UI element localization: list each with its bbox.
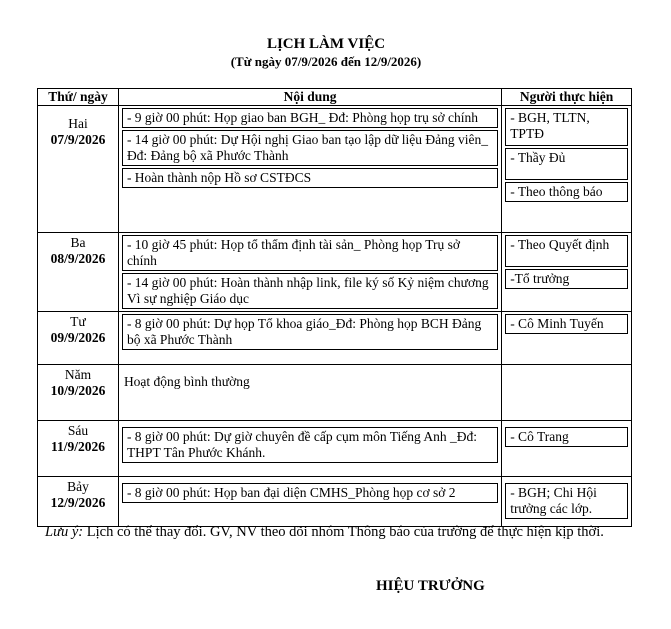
table-row [38, 421, 632, 477]
day-date: 09/9/2026 [50, 330, 106, 345]
content-plain: Hoạt động bình thường [123, 374, 250, 389]
people-item: - Cô Minh Tuyến [505, 314, 628, 334]
people-item: - BGH; Chi Hội trưởng các lớp. [505, 483, 628, 519]
content-item: - 14 giờ 00 phút: Hoàn thành nhập link, file ký số Kỷ niệm chương Vì sự nghiệp Giáo dục [122, 273, 498, 309]
people-item: -Tổ trưởng [505, 269, 628, 289]
table-header-row [38, 89, 632, 106]
content-item: - 8 giờ 00 phút: Dự họp Tổ khoa giáo_Đđ: Phòng họp BCH Đảng bộ xã Phước Thành [122, 314, 498, 350]
date-range-subtitle: (Từ ngày 07/9/2026 đến 12/9/2026) [230, 54, 422, 69]
day-name: Bảy [67, 479, 89, 494]
day-date: 12/9/2026 [50, 495, 106, 510]
people-item: - Theo thông báo [505, 182, 628, 202]
table-row [38, 365, 632, 421]
header-content: Nội dung [118, 89, 501, 106]
content-item: - 9 giờ 00 phút: Họp giao ban BGH_ Đđ: Phòng họp trụ sở chính [122, 108, 498, 128]
people-cell [502, 233, 632, 312]
note-label: Lưu ý: [45, 524, 84, 540]
content-item: - 8 giờ 00 phút: Họp ban đại diện CMHS_Phòng họp cơ sở 2 [122, 483, 498, 503]
content-cell [118, 421, 501, 477]
day-date: 10/9/2026 [50, 383, 106, 398]
content-item: - 10 giờ 45 phút: Họp tổ thẩm định tài sản_ Phòng họp Trụ sở chính [122, 235, 498, 271]
content-cell [118, 365, 501, 421]
people-item: - Theo Quyết định [505, 235, 628, 267]
people-item: - BGH, TLTN, TPTĐ [505, 108, 628, 146]
table-row [38, 233, 632, 312]
day-cell [38, 421, 119, 477]
content-cell [118, 106, 501, 233]
day-name: Ba [70, 235, 86, 250]
day-name: Sáu [67, 423, 89, 438]
people-item: - Cô Trang [505, 427, 628, 447]
people-cell [502, 477, 632, 527]
content-item: - 8 giờ 00 phút: Dự giờ chuyên đề cấp cụm môn Tiếng Anh _Đđ: THPT Tân Phước Khánh. [122, 427, 498, 463]
day-cell [38, 106, 119, 233]
day-cell [38, 365, 119, 421]
table-row [38, 312, 632, 365]
content-cell [118, 312, 501, 365]
people-cell [502, 106, 632, 233]
day-cell [38, 477, 119, 527]
note-text: Lịch có thể thay đổi. GV, NV theo dõi nhóm Thông báo của trường để thực hiện kịp thời. [83, 524, 604, 540]
day-name: Hai [68, 116, 88, 131]
day-date: 08/9/2026 [50, 251, 106, 266]
table-row [38, 106, 632, 233]
content-item: - Hoàn thành nộp Hồ sơ CSTĐCS [122, 168, 498, 188]
header-day: Thứ/ ngày [38, 89, 119, 106]
content-cell [118, 477, 501, 527]
schedule-table [37, 88, 632, 527]
signer-title: HIỆU TRƯỞNG [376, 578, 485, 594]
people-cell [502, 421, 632, 477]
content-item: - 14 giờ 00 phút: Dự Hội nghị Giao ban tạo lập dữ liệu Đảng viên_ Đđ: Đảng bộ xã Phước Thành [122, 130, 498, 166]
note-paragraph [45, 522, 605, 543]
day-cell [38, 312, 119, 365]
day-cell [38, 233, 119, 312]
day-date: 11/9/2026 [50, 439, 105, 454]
people-cell [502, 312, 632, 365]
day-name: Năm [64, 367, 92, 382]
content-cell [118, 233, 501, 312]
day-date: 07/9/2026 [50, 132, 106, 147]
people-cell [502, 365, 632, 421]
page-title: LỊCH LÀM VIỆC [266, 36, 386, 52]
header-people: Người thực hiện [502, 89, 632, 106]
table-row [38, 477, 632, 527]
day-name: Tư [70, 314, 86, 329]
people-item: - Thầy Đủ [505, 148, 628, 180]
